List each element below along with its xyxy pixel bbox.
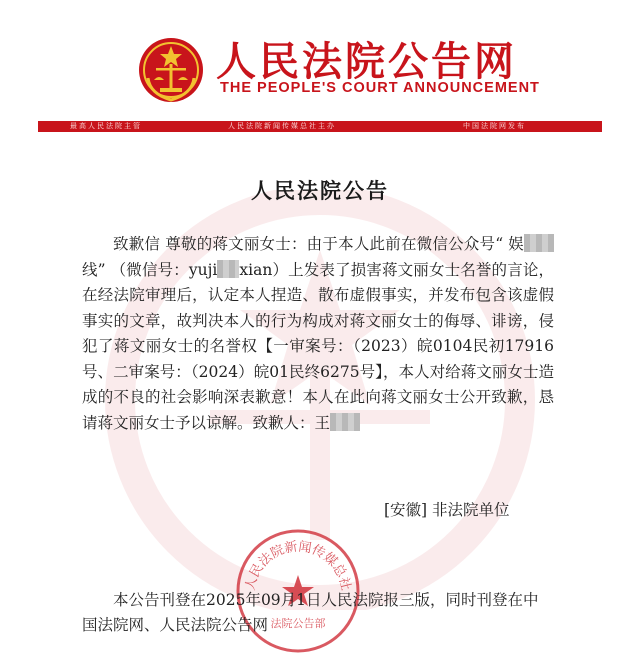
header-red-bar bbox=[38, 121, 602, 132]
redaction-mosaic bbox=[330, 413, 360, 431]
issuer-label: [安徽] 非法院单位 bbox=[384, 501, 510, 519]
site-subtitle: THE PEOPLE'S COURT ANNOUNCEMENT bbox=[220, 80, 540, 96]
seal-bottom-text: 法院公告部 bbox=[270, 617, 326, 630]
redaction-mosaic bbox=[217, 260, 239, 278]
notice-text-part-3: xian）上发表了损害蒋文丽女士名誉的言论，在经法院审理后，认定本人捏造、散布虚假事实，并发布包含该虚假事实的文章，故判决本人的行为构成对蒋文丽女士的侮辱、诽谤，侵犯了蒋文丽女士的名誉权【一审案号：（2023）皖0104民初17916号、二审案号：（2024）皖01民终6275号】，本人对给蒋文丽女士造成的不良的社会影响深表歉意！本人在此向蒋文丽女士公开致歉，恳请蒋文丽女士予以谅解。致歉人：王 bbox=[82, 260, 554, 432]
court-emblem-icon bbox=[138, 34, 204, 106]
bar-item-organizer: 人民法院新闻传媒总社主办 bbox=[228, 122, 336, 130]
site-header bbox=[0, 0, 640, 130]
redaction-mosaic bbox=[524, 234, 554, 252]
bar-item-supervisor: 最高人民法院主管 bbox=[70, 122, 142, 130]
site-title: 人民法院公告网 bbox=[216, 39, 517, 85]
notice-title: 人民法院公告 bbox=[251, 179, 389, 203]
notice-footer: 本公告刊登在2025年09月1日人民法院报三版，同时刊登在中国法院网、人民法院公告网 bbox=[82, 591, 539, 634]
notice-text-part-1: 致歉信 尊敬的蒋文丽女士：由于本人此前在微信公众号“ 娱 bbox=[113, 235, 524, 253]
notice-text-part-2: 线” （微信号：yuji bbox=[82, 260, 218, 279]
bar-item-publisher: 中国法院网发布 bbox=[463, 122, 526, 130]
seal-text: 人民法院新闻传媒总社 bbox=[243, 539, 353, 592]
notice-body bbox=[82, 232, 554, 436]
